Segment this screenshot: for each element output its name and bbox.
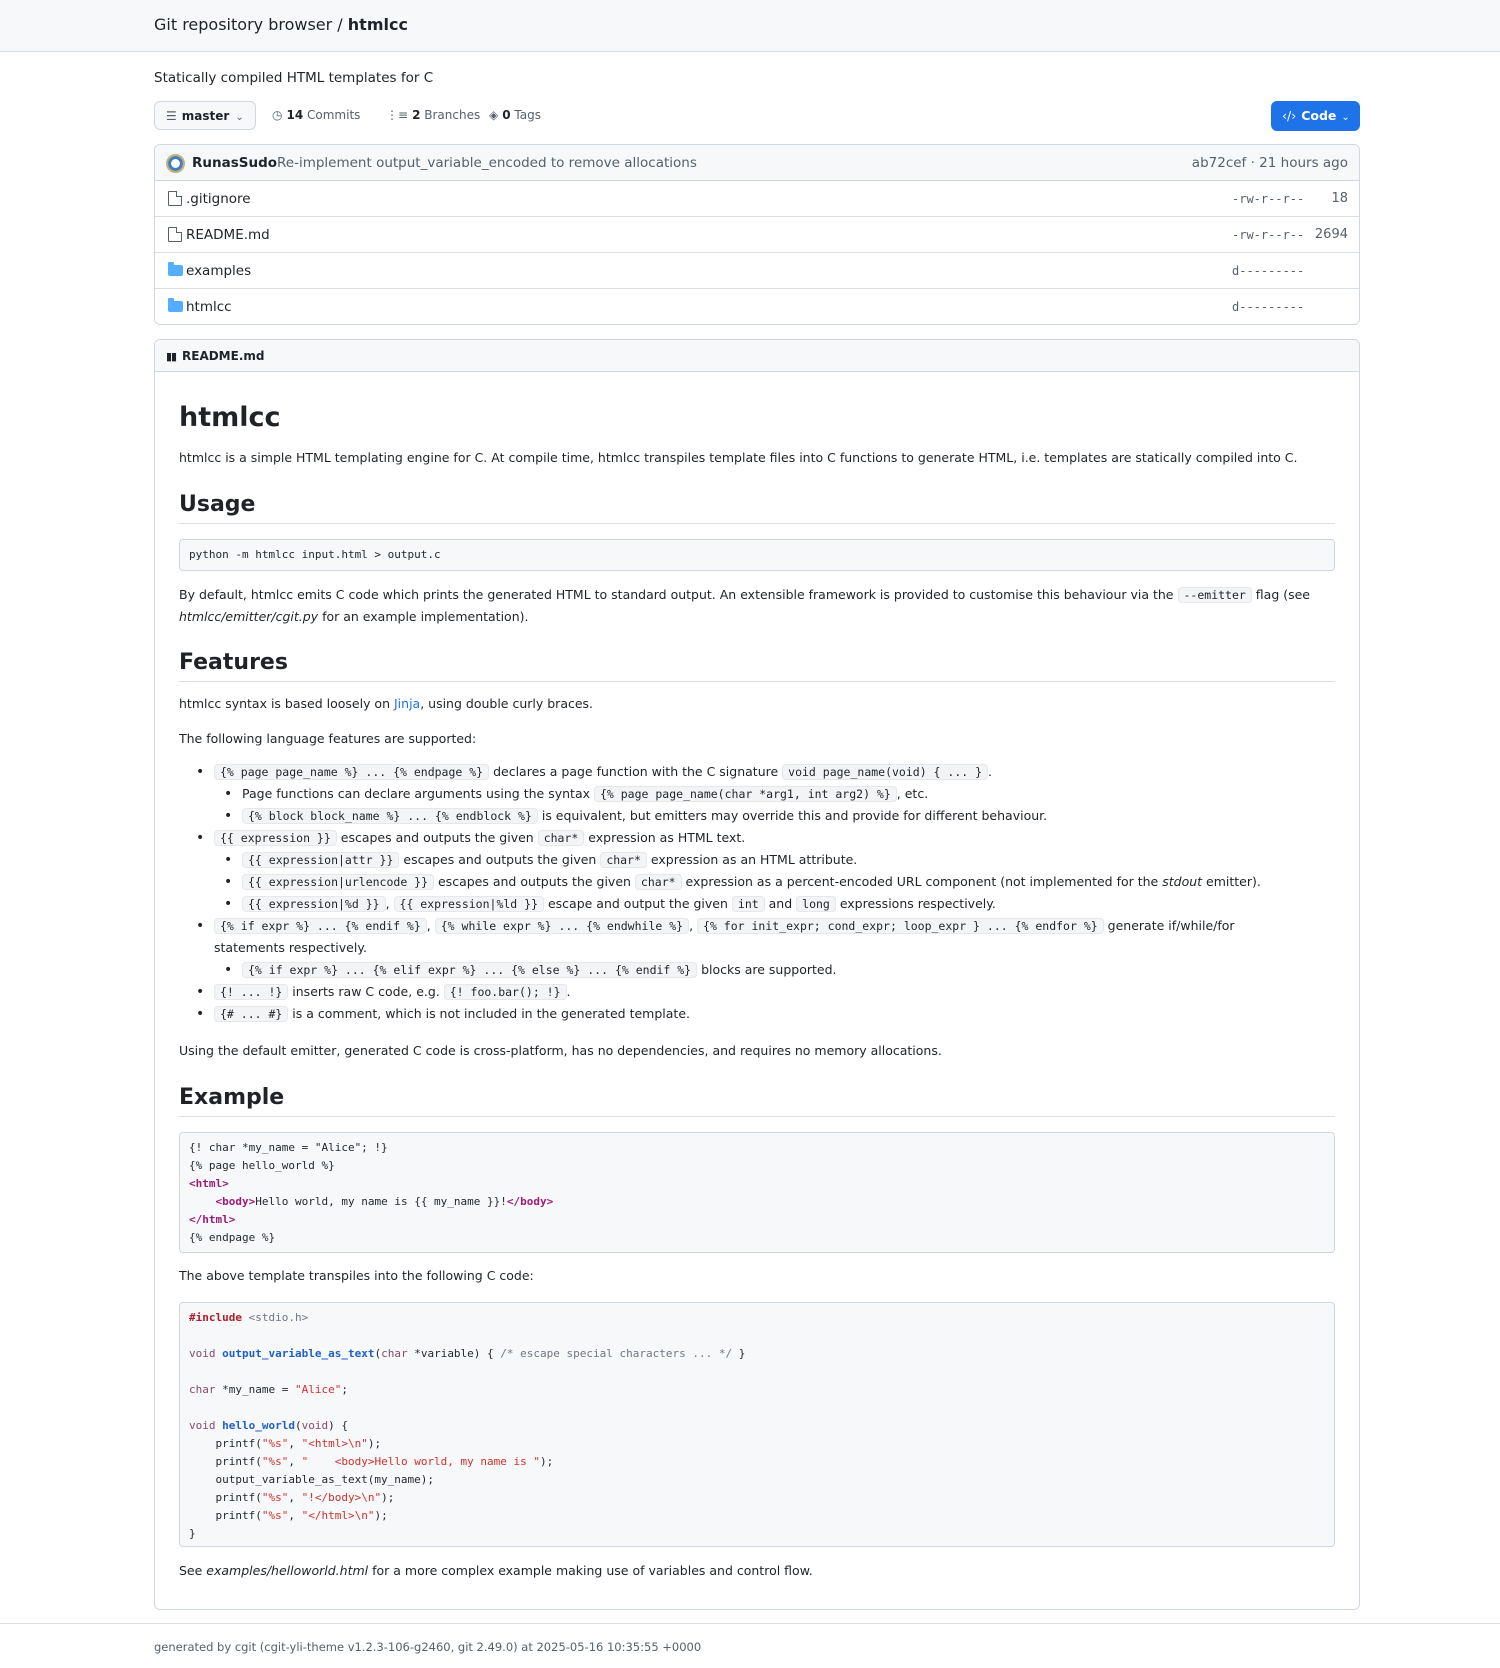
jinja-link[interactable]: Jinja xyxy=(393,696,421,711)
file-size: 18 xyxy=(1331,191,1348,206)
top-bar xyxy=(0,0,1500,52)
folder-icon xyxy=(168,265,183,276)
file-icon xyxy=(168,227,182,242)
features-heading: Features xyxy=(179,650,1335,682)
features-list xyxy=(214,761,1329,1025)
folder-name[interactable]: examples xyxy=(186,263,252,279)
list-item: • {{ expression }} escapes and outputs the given char* expression as HTML text. xyxy=(214,827,1329,849)
list-item: • Page functions can declare arguments using the syntax {% page page_name(char *arg1, int arg2) %} , etc. xyxy=(242,783,1329,805)
example-paragraph: The above template transpiles into the following C code: xyxy=(179,1268,534,1283)
example-path: examples/helloworld.html xyxy=(206,1563,369,1578)
list-item: • {{ expression|%d }} , {{ expression|%ld }} escape and output the given int and long expressions respectively. xyxy=(242,893,1329,915)
list-item: • {% if expr %} ... {% endif %} , {% while expr %} ... {% endwhile %} , {% for init_expr; cond_expr; loop_expr } ... {% endfor %} generate if/while/for statements respectively. xyxy=(214,915,1329,959)
folder-row[interactable] xyxy=(155,289,1359,325)
last-commit-row xyxy=(155,145,1359,181)
file-list xyxy=(154,144,1360,325)
list-item: • {{ expression|urlencode }} escapes and outputs the given char* expression as a percent-encoded URL component (not implemented for the stdout emitter). xyxy=(242,871,1329,893)
avatar[interactable] xyxy=(166,154,185,173)
branch-name: master xyxy=(181,109,230,123)
file-size: 2694 xyxy=(1314,227,1348,242)
readme-intro: htmlcc is a simple HTML templating engine for C. At compile time, htmlcc transpiles template files into C functions to generate HTML, i.e. templates are statically compiled into C. xyxy=(179,450,1298,465)
c-code-block: #include <stdio.h> void output_variable_as_text(char *variable) { /* escape special characters ... */ } char *my_name = "Alice"; void hello_world(void) { printf("%s", "<html>\n"); printf("%s", " <body>Hello world, my name is "); output_variable_as_text(my_name); printf("%s", "!</body>\n"); printf("%s", "</html>\n"); } xyxy=(179,1302,1335,1547)
features-intro: htmlcc syntax is based loosely on Jinja, using double curly braces. xyxy=(179,696,594,711)
commits-link[interactable] xyxy=(272,108,360,122)
breadcrumb-prefix[interactable]: Git repository browser / xyxy=(154,15,348,34)
list-item: • {# ... #} is a comment, which is not included in the generated template. xyxy=(214,1003,1329,1025)
readme-title: htmlcc xyxy=(179,402,281,433)
commit-message[interactable]: Re-implement output_variable_encoded to remove allocations xyxy=(277,155,697,171)
see-also: See examples/helloworld.html for a more complex example making use of variables and control flow. xyxy=(179,1563,813,1578)
tags-label: Tags xyxy=(514,108,541,122)
code-icon: ‹/› xyxy=(1282,108,1297,123)
template-code-block: {! char *my_name = "Alice"; !} {% page hello_world %} <html> <body>Hello world, my name is {{ my_name }}!</body> </html> {% endpage %} xyxy=(179,1132,1335,1253)
tag-icon: ◈ xyxy=(489,108,499,122)
branch-selector[interactable] xyxy=(154,101,256,130)
repo-name[interactable]: htmlcc xyxy=(347,15,408,34)
chevron-down-icon: ⌄ xyxy=(235,112,244,123)
readme-header xyxy=(155,340,1359,372)
tags-count: 0 xyxy=(502,108,511,122)
list-item: • {% block block_name %} ... {% endblock %} is equivalent, but emitters may override this and provide for different behaviour. xyxy=(242,805,1329,827)
book-icon: ▮▮ xyxy=(166,350,177,363)
breadcrumb xyxy=(154,15,408,34)
usage-code-block: python -m htmlcc input.html > output.c xyxy=(179,539,1335,571)
repo-description: Statically compiled HTML templates for C xyxy=(154,70,434,86)
branch-icon: ⋮≡ xyxy=(386,108,409,122)
emitter-path: htmlcc/emitter/cgit.py xyxy=(179,609,319,624)
list-item: • {% page page_name %} ... {% endpage %} declares a page function with the C signature void page_name(void) { ... } . xyxy=(214,761,1329,783)
code-button-label: Code xyxy=(1301,108,1337,123)
list-item: • {% if expr %} ... {% elif expr %} ... {% else %} ... {% endif %} blocks are supported. xyxy=(242,959,1329,981)
commit-hash-time[interactable]: ab72cef · 21 hours ago xyxy=(1191,155,1348,171)
features-summary: Using the default emitter, generated C code is cross-platform, has no dependencies, and requires no memory allocations. xyxy=(179,1043,942,1058)
usage-heading: Usage xyxy=(179,492,1335,524)
emitter-flag: --emitter xyxy=(1178,587,1252,603)
example-heading: Example xyxy=(179,1085,1335,1117)
folder-name[interactable]: htmlcc xyxy=(186,299,232,315)
folder-row[interactable] xyxy=(155,253,1359,289)
readme-filename: README.md xyxy=(182,349,265,363)
list-item: • {! ... !} inserts raw C code, e.g. {! foo.bar(); !} . xyxy=(214,981,1329,1003)
commit-author[interactable]: RunasSudo xyxy=(192,155,278,171)
file-mode: d--------- xyxy=(1232,264,1305,278)
branches-label: Branches xyxy=(424,108,481,122)
file-mode: d--------- xyxy=(1232,300,1305,314)
commits-count: 14 xyxy=(286,108,304,122)
usage-paragraph: By default, htmlcc emits C code which prints the generated HTML to standard output. An extensible framework is provided to customise this behaviour via the --emitter flag (see htmlcc/emitter/cgit.py for an example implementation). xyxy=(179,587,1310,624)
readme-panel xyxy=(154,339,1360,1610)
tags-link[interactable] xyxy=(489,108,541,122)
file-icon xyxy=(168,191,182,206)
branches-link[interactable] xyxy=(386,108,480,122)
branches-count: 2 xyxy=(412,108,421,122)
features-lead: The following language features are supported: xyxy=(179,731,477,746)
footer: generated by cgit (cgit-yli-theme v1.2.3-106-g2460, git 2.49.0) at 2025-05-16 10:35:55 +0000 xyxy=(154,1640,702,1654)
file-mode: -rw-r--r-- xyxy=(1232,192,1305,206)
folder-icon xyxy=(168,301,183,312)
file-row[interactable] xyxy=(155,217,1359,253)
file-name[interactable]: .gitignore xyxy=(186,191,251,207)
list-icon: ☰ xyxy=(166,109,177,123)
list-item: • {{ expression|attr }} escapes and outputs the given char* expression as an HTML attribute. xyxy=(242,849,1329,871)
file-mode: -rw-r--r-- xyxy=(1232,228,1305,242)
file-name[interactable]: README.md xyxy=(186,227,270,243)
commits-label: Commits xyxy=(307,108,361,122)
footer-divider xyxy=(0,1623,1500,1624)
code-button[interactable] xyxy=(1271,101,1360,131)
clock-icon: ◷ xyxy=(272,108,283,122)
file-row[interactable] xyxy=(155,181,1359,217)
chevron-down-icon: ⌄ xyxy=(1341,112,1350,123)
